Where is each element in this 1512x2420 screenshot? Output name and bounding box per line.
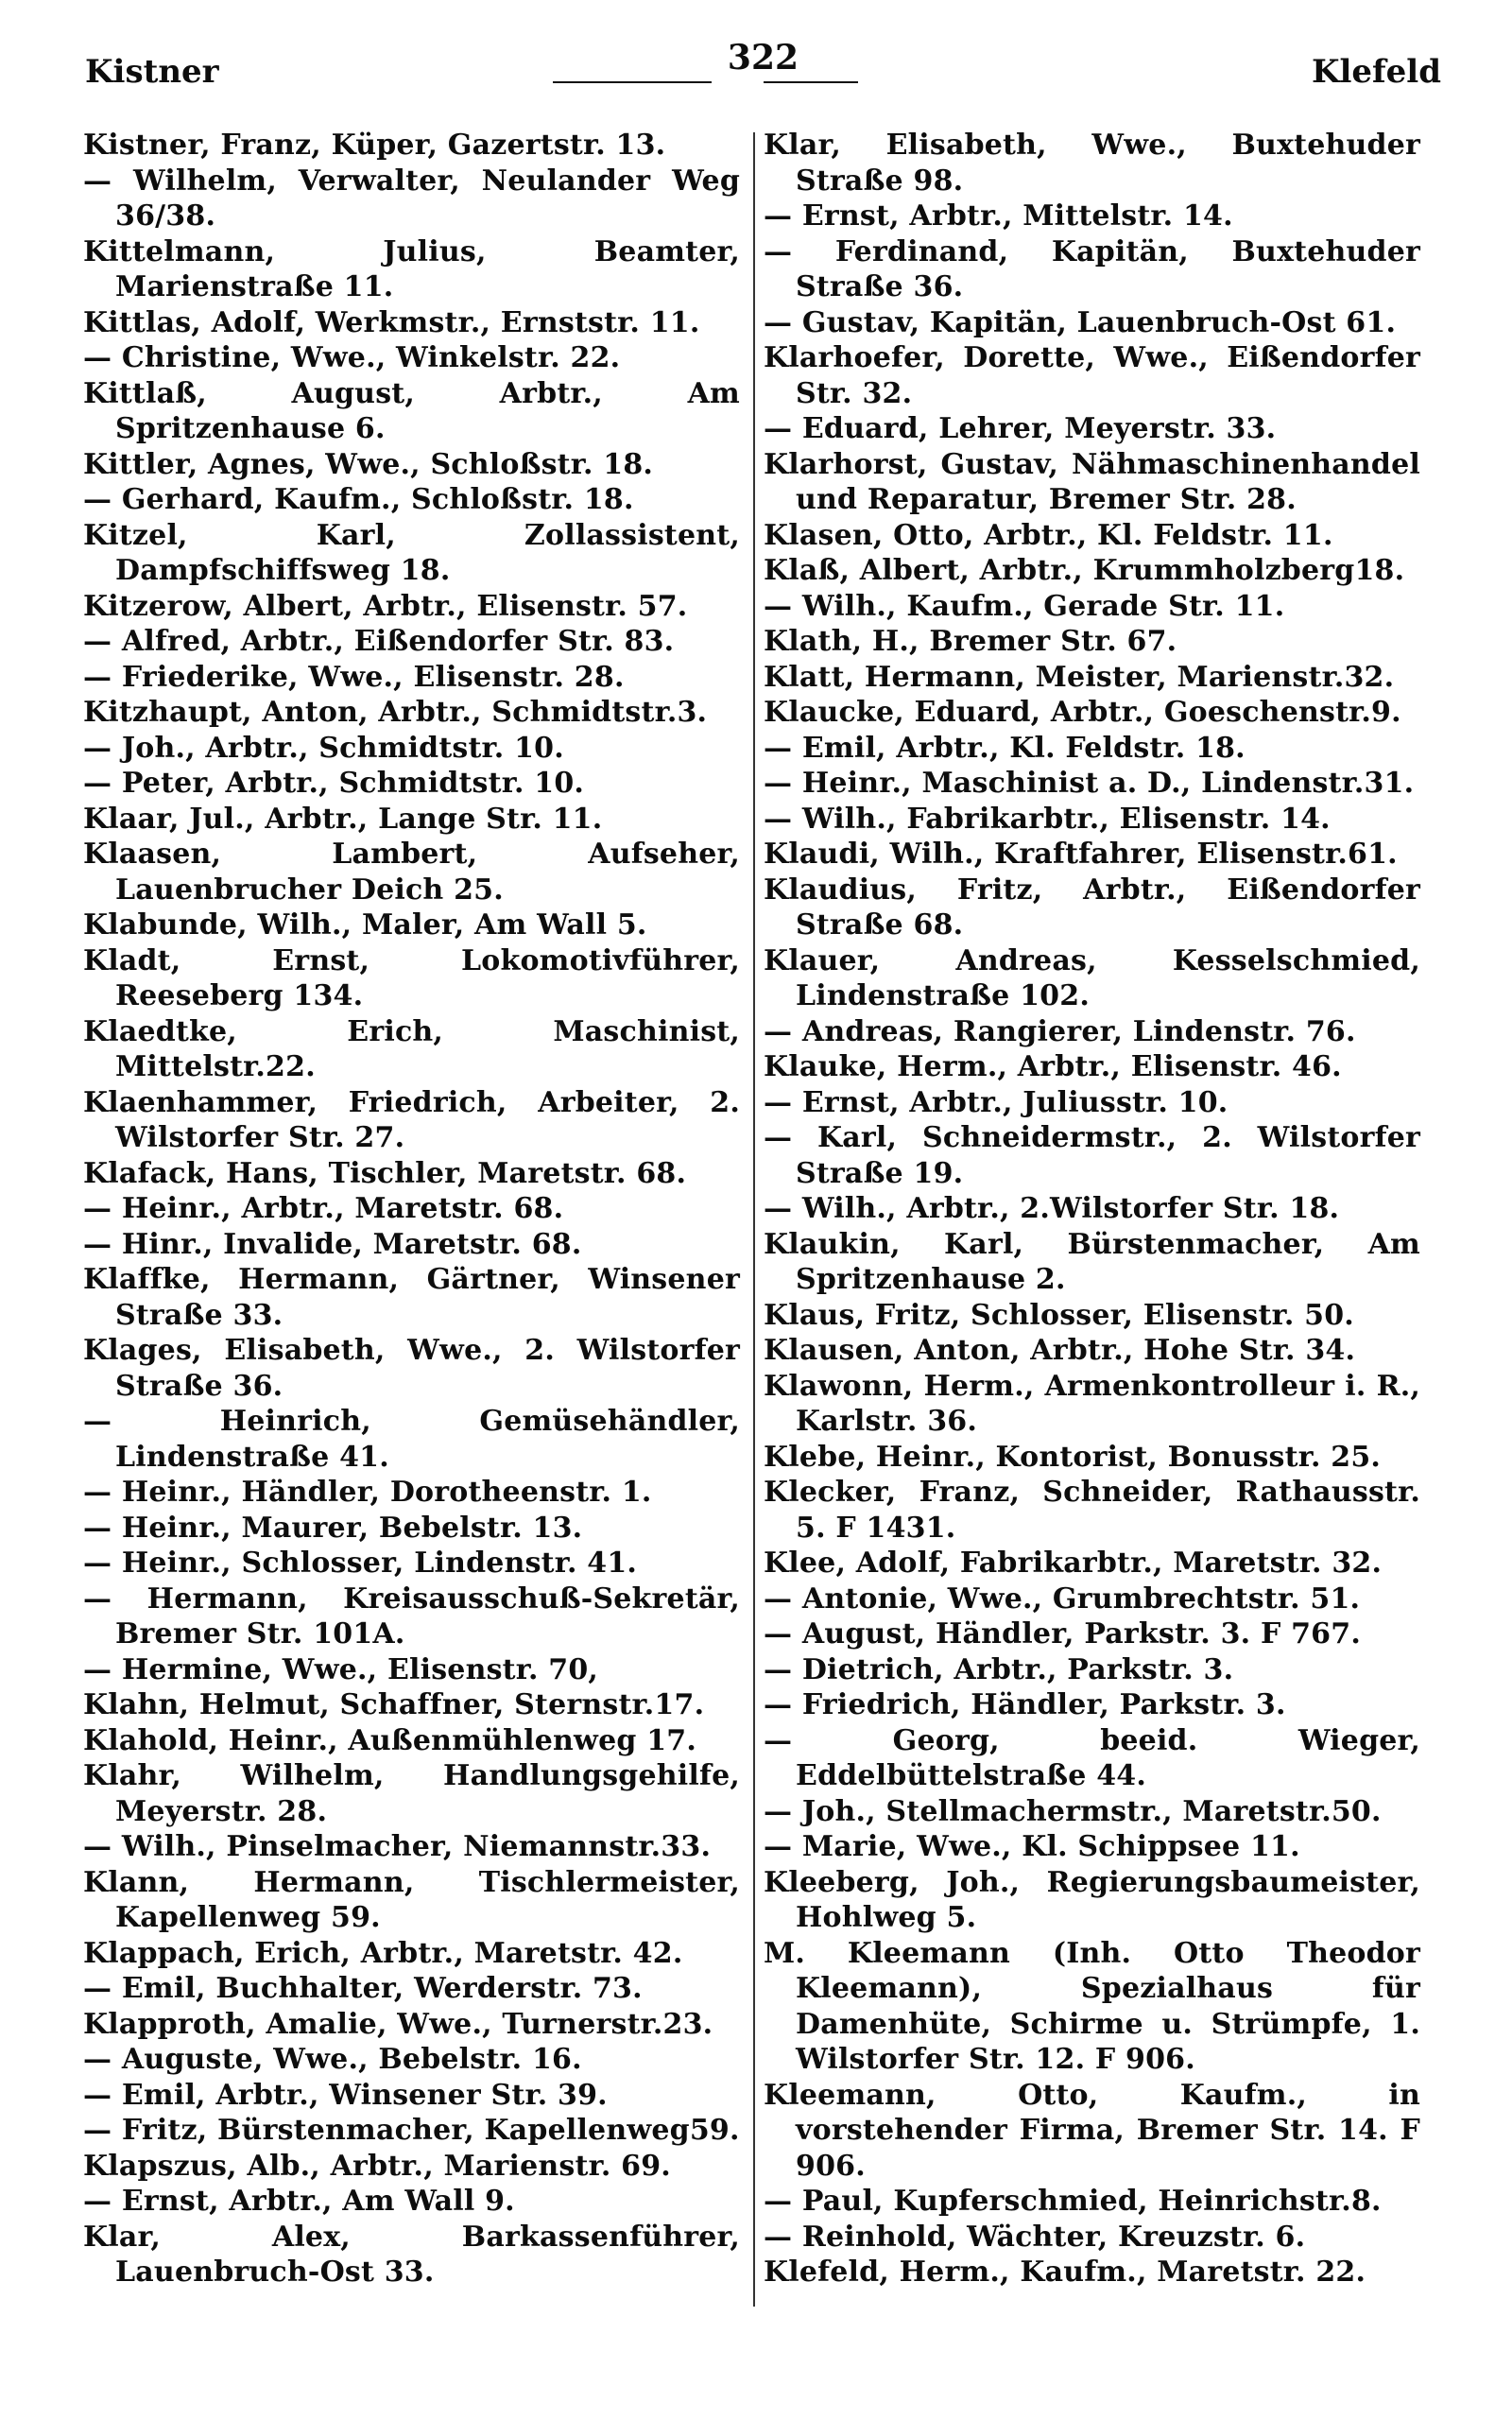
- directory-entry: Kittelmann, Julius, Beamter, Marienstraße 11.: [83, 234, 740, 303]
- directory-entry: Klahold, Heinr., Außenmühlenweg 17.: [83, 1723, 696, 1757]
- header-rule-left: [553, 81, 712, 83]
- directory-entry: — Ferdinand, Kapitän, Buxtehuder Straße 36.: [764, 234, 1420, 303]
- directory-entry: Klaudi, Wilh., Kraftfahrer, Elisenstr.61.: [764, 838, 1398, 871]
- directory-entry: Klawonn, Herm., Armenkontrolleur i. R., Karlstr. 36.: [764, 1369, 1420, 1438]
- directory-entry: Klauer, Andreas, Kesselschmied, Lindenstraße 102.: [764, 943, 1420, 1012]
- directory-entry: — Karl, Schneidermstr., 2. Wilstorfer Straße 19.: [764, 1121, 1420, 1190]
- directory-entry: Klappach, Erich, Arbtr., Maretstr. 42.: [83, 1936, 683, 1970]
- directory-entry: — Emil, Buchhalter, Werderstr. 73.: [83, 1972, 643, 2005]
- directory-entry: Kitzel, Karl, Zollassistent, Dampfschiffsweg 18.: [83, 518, 740, 587]
- directory-entry: Klarhoefer, Dorette, Wwe., Eißendorfer Str. 32.: [764, 341, 1420, 410]
- directory-entry: Kittler, Agnes, Wwe., Schloßstr. 18.: [83, 447, 654, 481]
- directory-entry: Klecker, Franz, Schneider, Rathausstr. 5. F 1431.: [764, 1476, 1420, 1545]
- directory-entry: — Emil, Arbtr., Winsener Str. 39.: [83, 2078, 608, 2112]
- left-column: [83, 128, 740, 2290]
- directory-entry: Klebe, Heinr., Kontorist, Bonusstr. 25.: [764, 1440, 1382, 1474]
- directory-entry: — Auguste, Wwe., Bebelstr. 16.: [83, 2043, 582, 2076]
- directory-entry: — Hermine, Wwe., Elisenstr. 70,: [83, 1652, 599, 1686]
- directory-entry: — Hinr., Invalide, Maretstr. 68.: [83, 1227, 582, 1261]
- directory-entry: — Wilh., Kaufm., Gerade Str. 11.: [764, 589, 1285, 623]
- directory-entry: — Heinr., Schlosser, Lindenstr. 41.: [83, 1547, 638, 1580]
- directory-entry: Klahr, Wilhelm, Handlungsgehilfe, Meyerstr. 28.: [83, 1759, 740, 1828]
- directory-entry: Kitzerow, Albert, Arbtr., Elisenstr. 57.: [83, 589, 688, 623]
- directory-entry: — Wilh., Fabrikarbtr., Elisenstr. 14.: [764, 802, 1331, 836]
- directory-entry: Kladt, Ernst, Lokomotivführer, Reeseberg 134.: [83, 943, 740, 1012]
- directory-entry: Klaar, Jul., Arbtr., Lange Str. 11.: [83, 802, 603, 836]
- directory-entry: — Ernst, Arbtr., Mittelstr. 14.: [764, 199, 1233, 233]
- directory-entry: — Georg, beeid. Wieger, Eddelbüttelstraße 44.: [764, 1723, 1420, 1792]
- directory-entry: Klaudius, Fritz, Arbtr., Eißendorfer Straße 68.: [764, 873, 1420, 942]
- directory-entry: Klahn, Helmut, Schaffner, Sternstr.17.: [83, 1688, 705, 1721]
- directory-entry: Klee, Adolf, Fabrikarbtr., Maretstr. 32.: [764, 1547, 1383, 1580]
- directory-entry: Klatt, Hermann, Meister, Marienstr.32.: [764, 660, 1395, 694]
- directory-entry: — Gerhard, Kaufm., Schloßstr. 18.: [83, 483, 634, 516]
- directory-entry: — Wilh., Pinselmacher, Niemannstr.33.: [83, 1830, 712, 1863]
- directory-entry: Kittlaß, August, Arbtr., Am Spritzenhause 6.: [83, 376, 740, 445]
- directory-entry: M. Kleemann (Inh. Otto Theodor Kleemann), Spezialhaus für Damenhüte, Schirme u. Strümpfe, 1. Wilstorfer Str. 12. F 906.: [764, 1936, 1420, 2076]
- directory-entry: — Wilh., Arbtr., 2.Wilstorfer Str. 18.: [764, 1192, 1340, 1225]
- header-rule-right: [764, 81, 858, 83]
- directory-entry: — Andreas, Rangierer, Lindenstr. 76.: [764, 1014, 1356, 1048]
- directory-entry: — Friederike, Wwe., Elisenstr. 28.: [83, 660, 625, 694]
- directory-entry: Klaucke, Eduard, Arbtr., Goeschenstr.9.: [764, 696, 1401, 729]
- directory-entry: — Christine, Wwe., Winkelstr. 22.: [83, 341, 621, 374]
- directory-entry: — Dietrich, Arbtr., Parkstr. 3.: [764, 1652, 1234, 1686]
- column-divider: [753, 132, 755, 2307]
- directory-entry: Klarhorst, Gustav, Nähmaschinenhandel und Reparatur, Bremer Str. 28.: [764, 447, 1420, 516]
- directory-entry: — Heinrich, Gemüsehändler, Lindenstraße 41.: [83, 1405, 740, 1474]
- directory-entry: Klaenhammer, Friedrich, Arbeiter, 2. Wilstorfer Str. 27.: [83, 1085, 740, 1154]
- directory-entry: Klaukin, Karl, Bürstenmacher, Am Spritzenhause 2.: [764, 1227, 1420, 1296]
- directory-entry: Klasen, Otto, Arbtr., Kl. Feldstr. 11.: [764, 518, 1333, 552]
- directory-entry: Klausen, Anton, Arbtr., Hohe Str. 34.: [764, 1334, 1356, 1367]
- directory-entry: — Paul, Kupferschmied, Heinrichstr.8.: [764, 2185, 1382, 2218]
- directory-entry: — Peter, Arbtr., Schmidtstr. 10.: [83, 767, 585, 800]
- directory-entry: Klath, H., Bremer Str. 67.: [764, 625, 1177, 658]
- directory-entry: — Ernst, Arbtr., Am Wall 9.: [83, 2185, 515, 2218]
- page-number: 322: [727, 38, 799, 78]
- directory-entry: — Alfred, Arbtr., Eißendorfer Str. 83.: [83, 625, 675, 658]
- directory-entry: Klages, Elisabeth, Wwe., 2. Wilstorfer Straße 36.: [83, 1334, 740, 1403]
- directory-entry: Kittlas, Adolf, Werkmstr., Ernststr. 11.: [83, 305, 700, 339]
- directory-entry: — Heinr., Maschinist a. D., Lindenstr.31.: [764, 767, 1415, 800]
- directory-entry: Klapszus, Alb., Arbtr., Marienstr. 69.: [83, 2149, 671, 2183]
- directory-entry: Klafack, Hans, Tischler, Maretstr. 68.: [83, 1156, 687, 1190]
- directory-entry: Klann, Hermann, Tischlermeister, Kapellenweg 59.: [83, 1865, 740, 1934]
- directory-entry: Klar, Alex, Barkassenführer, Lauenbruch-Ost 33.: [83, 2220, 740, 2289]
- directory-entry: Kleeberg, Joh., Regierungsbaumeister, Hohlweg 5.: [764, 1865, 1420, 1934]
- directory-entry: — Marie, Wwe., Kl. Schippsee 11.: [764, 1830, 1300, 1863]
- directory-entry: Klauke, Herm., Arbtr., Elisenstr. 46.: [764, 1050, 1342, 1083]
- directory-entry: Klapproth, Amalie, Wwe., Turnerstr.23.: [83, 2007, 713, 2041]
- directory-entry: — Fritz, Bürstenmacher, Kapellenweg59.: [83, 2114, 740, 2147]
- right-column: [764, 128, 1420, 2290]
- directory-entry: — Joh., Stellmachermstr., Maretstr.50.: [764, 1794, 1382, 1828]
- directory-entry: — Heinr., Arbtr., Maretstr. 68.: [83, 1192, 564, 1225]
- directory-entry: Klaus, Fritz, Schlosser, Elisenstr. 50.: [764, 1298, 1354, 1332]
- directory-entry: Klaedtke, Erich, Maschinist, Mittelstr.22.: [83, 1014, 740, 1083]
- directory-entry: Klaß, Albert, Arbtr., Krummholzberg18.: [764, 554, 1405, 587]
- directory-entry: — Friedrich, Händler, Parkstr. 3.: [764, 1688, 1286, 1721]
- directory-entry: — Wilhelm, Verwalter, Neulander Weg 36/38.: [83, 164, 740, 233]
- directory-entry: Klaffke, Hermann, Gärtner, Winsener Straße 33.: [83, 1263, 740, 1332]
- directory-entry: Klabunde, Wilh., Maler, Am Wall 5.: [83, 908, 647, 942]
- directory-entry: — Gustav, Kapitän, Lauenbruch-Ost 61.: [764, 305, 1397, 339]
- directory-entry: Kitzhaupt, Anton, Arbtr., Schmidtstr.3.: [83, 696, 708, 729]
- directory-entry: — Reinhold, Wächter, Kreuzstr. 6.: [764, 2220, 1306, 2254]
- directory-entry: Kleemann, Otto, Kaufm., in vorstehender Firma, Bremer Str. 14. F 906.: [764, 2078, 1420, 2183]
- page-header: [85, 38, 1441, 104]
- directory-entry: Klar, Elisabeth, Wwe., Buxtehuder Straße 98.: [764, 129, 1420, 198]
- directory-entry: — Heinr., Händler, Dorotheenstr. 1.: [83, 1476, 652, 1509]
- header-left-keyword: Kistner: [85, 53, 219, 91]
- directory-entry: Klaasen, Lambert, Aufseher, Lauenbrucher Deich 25.: [83, 838, 740, 907]
- directory-entry: Klefeld, Herm., Kaufm., Maretstr. 22.: [764, 2256, 1366, 2289]
- directory-entry: — Heinr., Maurer, Bebelstr. 13.: [83, 1511, 583, 1545]
- directory-entry: — Hermann, Kreisausschuß-Sekretär, Bremer Str. 101A.: [83, 1582, 740, 1651]
- directory-entry: Kistner, Franz, Küper, Gazertstr. 13.: [83, 129, 666, 162]
- directory-entry: — Eduard, Lehrer, Meyerstr. 33.: [764, 412, 1277, 445]
- directory-entry: — Antonie, Wwe., Grumbrechtstr. 51.: [764, 1582, 1361, 1616]
- directory-entry: — Ernst, Arbtr., Juliusstr. 10.: [764, 1085, 1228, 1119]
- directory-entry: — Joh., Arbtr., Schmidtstr. 10.: [83, 731, 564, 765]
- directory-entry: — Emil, Arbtr., Kl. Feldstr. 18.: [764, 731, 1246, 765]
- header-center: [85, 38, 1441, 78]
- header-right-keyword: Klefeld: [1311, 53, 1441, 91]
- directory-entry: — August, Händler, Parkstr. 3. F 767.: [764, 1617, 1361, 1651]
